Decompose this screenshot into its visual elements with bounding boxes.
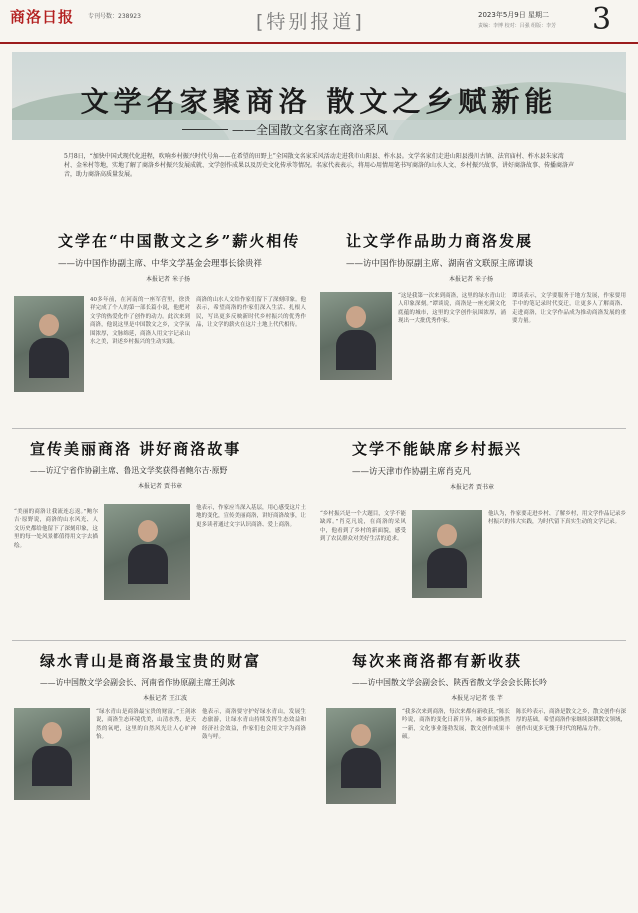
- article-title: 让文学作品助力商洛发展: [346, 232, 534, 250]
- article-title: 绿水青山是商洛最宝贵的财富: [40, 652, 262, 670]
- article-body: 商洛的山水人文给作家们留下了深刻印象。他表示，希望商洛的作家们深入生活、扎根人民，写出更多反映新时代乡村振兴的优秀作品，让文学的薪火在这片土地上代代相传。: [196, 297, 306, 329]
- article-body: “绿水青山是商洛最宝贵的财富。”王剑冰说，商洛生态环境优美，山清水秀，是天然的氧吧，这里的自然风光让人心旷神怡。: [96, 709, 196, 741]
- article-title: 每次来商洛都有新收获: [352, 652, 523, 670]
- portrait-photo: [104, 504, 190, 600]
- portrait-photo: [14, 296, 84, 392]
- article-byline: 本报见习记者 张 芊: [451, 695, 503, 702]
- article-subtitle: ——访中国作协副主席、中华文学基金会理事长徐贵祥: [58, 259, 263, 269]
- article-body: “美丽的商洛让我流连忘返。”鲍尔吉·原野说，商洛的山水风光、人文历史都给他留下了深刻印象，这里的每一处风景都值得用文字去描绘。: [14, 509, 98, 549]
- article-bao-erji: [30, 438, 310, 490]
- portrait-photo: [14, 708, 90, 800]
- article-subtitle: ——访中国散文学会副会长、河南省作协原副主席王剑冰: [40, 678, 235, 687]
- section-divider: [12, 428, 626, 429]
- masthead: [0, 0, 638, 44]
- article-body: “这是我第一次来到商洛，这里的绿水青山让人印象深刻。”谭谈说，商洛是一座充满文化底蕴的城市，这里的文学创作氛围浓厚，涌现出一大批优秀作家。: [398, 293, 506, 325]
- article-byline: 本报记者 贾书章: [138, 483, 182, 490]
- article-subtitle: ——访中国散文学会副会长、陕西省散文学会会长陈长吟: [352, 678, 547, 687]
- article-chen-changyin: [352, 650, 622, 702]
- article-wang-jianbing: [40, 650, 310, 702]
- issue-number: 专刊号数：238923: [88, 13, 141, 20]
- section-title: [特别报道]: [256, 11, 365, 33]
- hero-title: 文学名家聚商洛 散文之乡赋新能: [80, 85, 558, 118]
- article-subtitle: ——访中国作协原副主席、湖南省文联原主席谭谈: [346, 259, 534, 269]
- lead-paragraph: 5月8日，“加快中国式现代化进程，吹响乡村振兴时代号角——在希望的田野上”全国散文名家采风活动走进我市山阳县、柞水县。文学名家们走进山阳县漫川古镇、法官庙村、柞水县朱家湾村、金米村等地，实地了解了商洛乡村振兴发展成就、文学创作成果以及历史文化传承等情况。名家代表表示，将用心用情用笔书写商洛的山水人文、乡村振兴故事，讲好商洛故事、传播商洛声音，助力商洛高质量发展。: [64, 153, 575, 178]
- portrait-photo: [326, 708, 396, 804]
- article-byline: 本报记者 王江波: [143, 695, 187, 702]
- article-title: 文学不能缺席乡村振兴: [352, 440, 523, 458]
- newspaper-logo: 商洛日报: [10, 8, 75, 26]
- article-body: 谭谈表示，文学要服务于地方发展，作家要用手中的笔记录时代变迁，让更多人了解商洛、走进商洛，让文学作品成为推动商洛发展的重要力量。: [512, 293, 626, 325]
- article-body: “乡村振兴是一个大题目，文学不能缺席。”肖克凡说，在商洛的采风中，他看到了乡村的新面貌，感受到了农民群众对美好生活的追求。: [320, 511, 406, 543]
- hero-subtitle: ——全国散文名家在商洛采风: [232, 123, 389, 137]
- article-subtitle: ——访辽宁省作协副主席、鲁迅文学奖获得者鲍尔吉·原野: [30, 466, 228, 475]
- article-body: 他认为，作家要走进乡村、了解乡村，用文学作品记录乡村振兴的伟大实践，为时代留下真实生动的文学记录。: [488, 511, 626, 526]
- section-divider: [12, 640, 626, 641]
- article-xu-guixiang: [58, 230, 301, 283]
- article-byline: 本报记者 米子扬: [449, 276, 493, 283]
- article-byline: 本报记者 米子扬: [146, 276, 190, 283]
- article-body: 陈长吟表示，商洛是散文之乡，散文创作有深厚的基础，希望商洛作家继续深耕散文领域，创作出更多无愧于时代的精品力作。: [516, 709, 626, 732]
- article-subtitle: ——访天津市作协副主席肖克凡: [352, 467, 472, 477]
- page-number: 3: [592, 2, 612, 37]
- article-body: 他表示，作家应当深入基层，用心感受这片土地的变化，宣传美丽商洛，讲好商洛故事，让更多读者通过文字认识商洛、爱上商洛。: [196, 505, 306, 528]
- article-body: “我多次来到商洛，每次来都有新收获。”陈长吟说，商洛的变化日新月异，城乡面貌焕然一新，文化事业蓬勃发展，散文创作成果丰硕。: [402, 709, 510, 741]
- portrait-photo: [412, 510, 482, 598]
- article-tan-tan: [346, 230, 616, 283]
- portrait-photo: [320, 292, 392, 380]
- publication-date: 2023年5月9日 星期二: [478, 11, 549, 19]
- article-body: 40多年前，在河南的一座军营里，徐贵祥完成了个人的第一部长篇小说，他把对文学的热爱化作了创作的动力。此次来到商洛，他说这里是中国散文之乡，文学氛围浓厚，文脉绵延，商洛人用文字记录山水之美，讲述乡村振兴的生动实践。: [90, 297, 190, 346]
- editors-line: 责编：李博 校对：吕强 组版：李芳: [478, 23, 557, 29]
- article-byline: 本报记者 贾书章: [450, 484, 494, 491]
- article-xiao-kefan: [352, 438, 612, 491]
- article-body: 他表示，商洛要守护好绿水青山，发展生态旅游，让绿水青山持续发挥生态效益和经济社会效益，作家们也会用文字为商洛鼓与呼。: [202, 709, 306, 741]
- article-title: 宣传美丽商洛 讲好商洛故事: [30, 440, 242, 458]
- subtitle-rule: [182, 129, 228, 130]
- article-title: 文学在“中国散文之乡”薪火相传: [58, 232, 301, 250]
